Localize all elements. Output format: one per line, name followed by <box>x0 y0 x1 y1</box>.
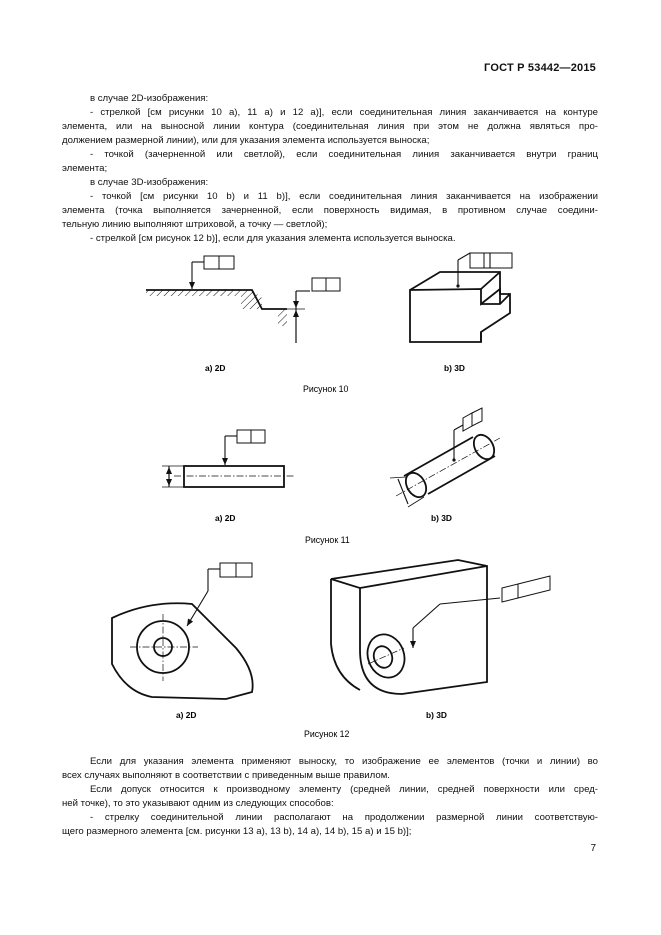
paragraph-line: Если допуск относится к производному элементу (средней линии, средней поверхности или сред- <box>90 784 598 795</box>
fig12a-drawing <box>112 563 253 699</box>
fig11b-label: b) 3D <box>431 513 452 523</box>
paragraph-line: - точкой [см рисунки 10 b) и 11 b)], если соединительная линия заканчивается на изображении <box>90 191 598 202</box>
fig12a-label: а) 2D <box>176 710 197 720</box>
paragraph-line: в случае 3D-изображения: <box>90 177 209 188</box>
paragraph-line: элемента; <box>62 163 108 174</box>
fig10b-drawing <box>410 253 512 342</box>
paragraph-line: тельную линию выполняют штриховой, а точку — светлой); <box>62 219 328 230</box>
paragraph-line: - стрелку соединительной линии располагают на продолжении размерной линии соответствую- <box>90 812 598 823</box>
fig12-caption: Рисунок 12 <box>304 729 350 739</box>
paragraph-line: - стрелкой [см рисунок 12 b)], если для указания элемента используется выноска. <box>90 233 456 244</box>
paragraph-line: Если для указания элемента применяют выноску, то изображение ее элементов (точки и линии) во <box>90 756 598 767</box>
text-block-bottom <box>62 755 598 839</box>
fig11a-drawing <box>162 430 294 487</box>
fig11b-drawing <box>390 408 500 507</box>
paragraph-line: всех случаях выполняют в соответствии с приведенным выше правилом. <box>62 770 390 781</box>
fig12b-label: b) 3D <box>426 710 447 720</box>
paragraph-line: щего размерного элемента [см. рисунки 13 а), 13 b), 14 а), 14 b), 15 а) и 15 b)]; <box>62 826 412 837</box>
fig10a-label: а) 2D <box>205 363 226 373</box>
paragraph-line: в случае 2D-изображения: <box>90 93 209 104</box>
paragraph-line: элемента, или на выносной линии контура (соединительная линия при этом не должна являться про- <box>62 121 598 132</box>
paragraph-line: ней точке), то это указывают одним из следующих способов: <box>62 798 334 809</box>
fig10b-label: b) 3D <box>444 363 465 373</box>
page-number: 7 <box>590 843 596 854</box>
paragraph-line: - стрелкой [см рисунки 10 а), 11 а) и 12 а)], если соединительная линия заканчивается на контуре <box>90 107 598 118</box>
fig10a-drawing <box>146 256 340 343</box>
paragraph-line: должением размерной линии), или для указания элемента используется выноска; <box>62 135 430 146</box>
fig10-caption: Рисунок 10 <box>303 384 349 394</box>
paragraph-line: элемента (точка выполняется зачерненной, если поверхность видимая, в противном случае соедини- <box>62 205 598 216</box>
fig11-caption: Рисунок 11 <box>305 535 350 545</box>
fig12b-drawing <box>331 560 550 694</box>
fig11a-label: а) 2D <box>215 513 236 523</box>
standard-number: ГОСТ Р 53442—2015 <box>484 62 596 74</box>
paragraph-line: - точкой (зачерненной или светлой), если соединительная линия заканчивается внутри границ <box>90 149 598 160</box>
